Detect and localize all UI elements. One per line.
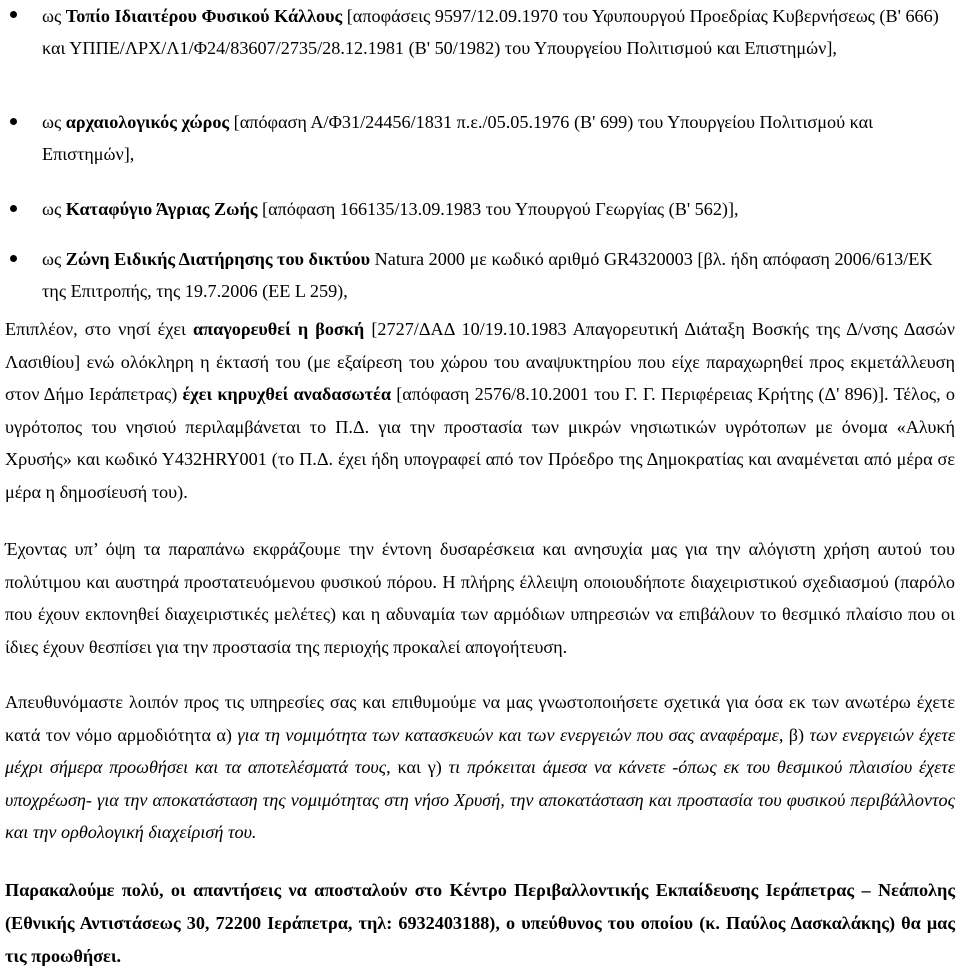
- emphasis-text: απαγορευθεί η βοσκή: [193, 319, 365, 339]
- paragraph-text: , β): [778, 724, 810, 745]
- grazing-ban-paragraph: [5, 313, 955, 509]
- paragraph-text: [2727/ΔΑΔ 10/19.10.1983 Απαγορευτική Διάταξη Βοσκής της Δ/νσης Δασών Λασιθίου] ενώ ολόκληρη η έκτασή του (με εξαίρεση του χώρου του αναψυκτηρίου που είχε παραχωρηθεί προς εκμετάλλευση στον Δήμο Ιεράπετρας): [5, 319, 955, 405]
- paragraph-text: Απευθυνόμαστε λοιπόν προς τις υπηρεσίες σας και επιθυμούμε να μας γνωστοποιήσετε σχετικά για όσα εκ των ανωτέρω έχετε κατά τον νόμο αρμοδιότητα α): [5, 692, 955, 745]
- bullet-prefix: ως: [42, 249, 66, 269]
- designation-title: Τοπίο Ιδιαιτέρου Φυσικού Κάλλους: [65, 6, 343, 26]
- bullet-icon: [10, 205, 17, 212]
- list-item: [0, 106, 960, 170]
- list-item: [0, 243, 960, 307]
- designation-title: Ζώνη Ειδικής Διατήρησης του δικτύου: [65, 249, 371, 269]
- italic-text: για τη νομιμότητα των κατασκευών και των ενεργειών που σας αναφέραμε: [237, 724, 779, 745]
- contact-paragraph: Παρακαλούμε πολύ, οι απαντήσεις να αποσταλούν στο Κέντρο Περιβαλλοντικής Εκπαίδευσης Ιεράπετρας – Νεάπολης (Εθνικής Αντιστάσεως 30, 72200 Ιεράπετρα, τηλ: 6932403188), ο υπεύθυνος του οποίου (κ. Παύλος Δασκαλάκης) θα μας τις προωθήσει.: [5, 880, 955, 966]
- designation-detail: [αποφάσεις 9597/12.09.1970 του Υφυπουργού Προεδρίας Κυβερνήσεως (Β' 666) και ΥΠΠΕ/ΛΡΧ/Λ1/Φ24/83607/2735/28.12.1981 (Β' 50/1982) του Υπουργείου Πολιτισμού και Επιστημών],: [42, 6, 939, 58]
- request-paragraph: [5, 686, 955, 849]
- paragraph-text: [απόφαση 2576/8.10.2001 του Γ. Γ. Περιφέρειας Κρήτης (Δ' 896)]. Τέλος, ο υγρότοπος του νησιού περιλαμβάνεται το Π.Δ. για την προστασία των μικρών νησιωτικών υγρότοπων με όνομα «Αλυκή Χρυσής» και κωδικό Υ432HRY001 (το Π.Δ. έχει ήδη υπογραφεί από τον Πρόεδρο της Δημοκρατίας και αναμένεται από μέρα σε μέρα η δημοσίευσή του).: [5, 384, 956, 502]
- designation-detail: Natura 2000 με κωδικό αριθμό GR4320003 [βλ. ήδη απόφαση 2006/613/ΕΚ της Επιτροπής, της 19.7.2006 (ΕΕ L 259),: [42, 249, 933, 301]
- list-item: [0, 193, 747, 225]
- italic-text: τι πρόκειται άμεσα να κάνετε -όπως εκ του θεσμικού πλαισίου έχετε υποχρέωση- για την αποκατάσταση της νομιμότητας στη νήσο Χρυσή, την αποκατάσταση και προστασία του φυσικού περιβάλλοντος και την ορθολογική διαχείρισή του.: [5, 757, 955, 843]
- paragraph-text: , και γ): [386, 757, 449, 778]
- bullet-prefix: ως: [42, 112, 66, 132]
- bullet-prefix: ως: [42, 6, 66, 26]
- designation-detail: [απόφαση Α/Φ31/24456/1831 π.ε./05.05.1976 (Β' 699) του Υπουργείου Πολιτισμού και Επιστημών],: [42, 112, 874, 164]
- paragraph-text: Επιπλέον, στο νησί έχει: [5, 319, 193, 339]
- italic-text: των ενεργειών έχετε μέχρι σήμερα προωθήσει και τα αποτελέσματά τους: [5, 724, 955, 778]
- designation-title: αρχαιολογικός χώρος: [65, 112, 230, 132]
- bullet-icon: [10, 255, 17, 262]
- designation-title: Καταφύγιο Άγριας Ζωής: [65, 199, 258, 219]
- concern-paragraph: Έχοντας υπ’ όψη τα παραπάνω εκφράζουμε την έντονη δυσαρέσκεια και ανησυχία μας για την αλόγιστη χρήση αυτού του πολύτιμου και αυστηρά προστατευόμενου φυσικού πόρου. Η πλήρης έλλειψη οποιουδήποτε διαχειριστικού σχεδιασμού (παρόλο που έχουν εκπονηθεί διαχειριστικές μελέτες) και η αδυναμία των αρμόδιων υπηρεσιών να επιβάλουν το θεσμικό πλαίσιο που οι ίδιες έχουν θεσπίσει για την προστασία της περιοχής προκαλεί απογοήτευση.: [5, 539, 955, 657]
- bullet-prefix: ως: [42, 199, 66, 219]
- bullet-icon: [10, 11, 17, 18]
- emphasis-text: έχει κηρυχθεί αναδασωτέα: [182, 384, 391, 405]
- list-item: [0, 0, 960, 64]
- bullet-icon: [10, 118, 17, 125]
- designation-detail: [απόφαση 166135/13.09.1983 του Υπουργού Γεωργίας (Β' 562)],: [257, 199, 739, 219]
